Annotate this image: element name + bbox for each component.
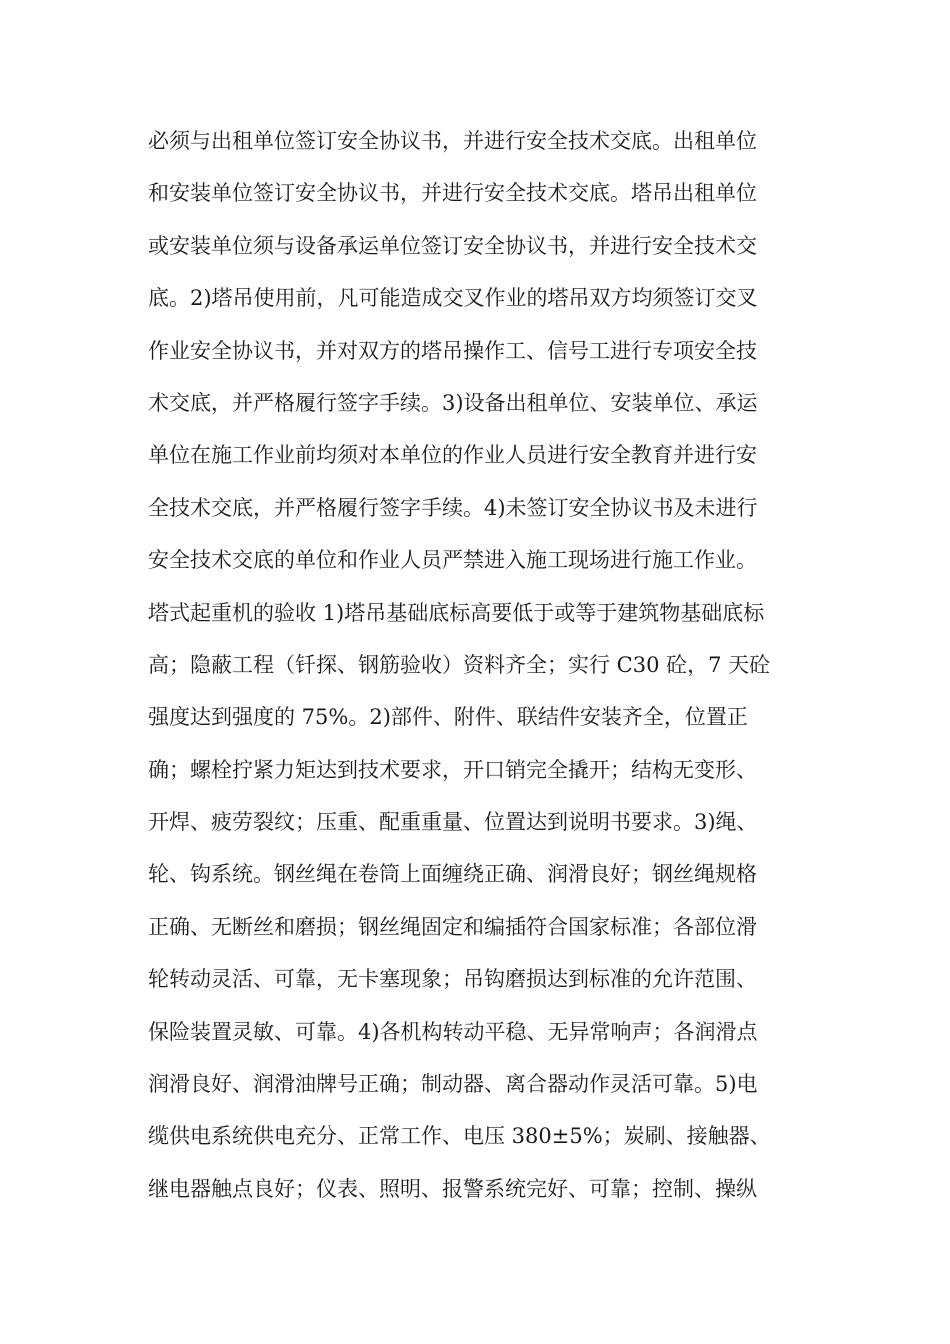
text-line: 单位在施工作业前均须对本单位的作业人员进行安全教育并进行安 xyxy=(148,443,757,468)
text-line: 和安装单位签订安全协议书，并进行安全技术交底。塔吊出租单位 xyxy=(148,181,757,206)
text-line: 轮转动灵活、可靠，无卡塞现象；吊钩磨损达到标准的允许范围、 xyxy=(148,967,757,992)
text-line: 塔式起重机的验收 1)塔吊基础底标高要低于或等于建筑物基础底标 xyxy=(148,600,765,625)
text-line: 开焊、疲劳裂纹；压重、配重重量、位置达到说明书要求。3)绳、 xyxy=(148,810,758,835)
text-line: 作业安全协议书，并对双方的塔吊操作工、信号工进行专项安全技 xyxy=(148,338,757,363)
text-line: 正确、无断丝和磨损；钢丝绳固定和编插符合国家标准；各部位滑 xyxy=(148,914,757,939)
text-line: 缆供电系统供电充分、正常工作、电压 380±5%；炭刷、接触器、 xyxy=(148,1124,771,1149)
text-line: 轮、钩系统。钢丝绳在卷筒上面缠绕正确、润滑良好；钢丝绳规格 xyxy=(148,862,757,887)
text-line: 必须与出租单位签订安全协议书，并进行安全技术交底。出租单位 xyxy=(148,129,757,153)
body-text xyxy=(148,115,808,1215)
text-line: 全技术交底，并严格履行签字手续。4)未签订安全协议书及未进行 xyxy=(148,495,758,520)
text-line: 润滑良好、润滑油牌号正确；制动器、离合器动作灵活可靠。5)电 xyxy=(148,1072,758,1097)
text-line: 继电器触点良好；仪表、照明、报警系统完好、可靠；控制、操纵 xyxy=(148,1176,757,1201)
text-line: 或安装单位须与设备承运单位签订安全协议书，并进行安全技术交 xyxy=(148,233,757,258)
text-line: 强度达到强度的 75%。2)部件、附件、联结件安装齐全，位置正 xyxy=(148,705,748,730)
text-line: 保险装置灵敏、可靠。4)各机构转动平稳、无异常响声；各润滑点 xyxy=(148,1019,758,1044)
text-line: 安全技术交底的单位和作业人员严禁进入施工现场进行施工作业。 xyxy=(148,548,757,573)
text-line: 术交底，并严格履行签字手续。3)设备出租单位、安装单位、承运 xyxy=(148,390,758,415)
text-line: 底。2)塔吊使用前，凡可能造成交叉作业的塔吊双方均须签订交叉 xyxy=(148,286,758,311)
text-line: 确；螺栓拧紧力矩达到技术要求，开口销完全撬开；结构无变形、 xyxy=(148,757,757,782)
text-line: 高；隐蔽工程（钎探、钢筋验收）资料齐全；实行 C30 砼，7 天砼 xyxy=(148,652,771,677)
